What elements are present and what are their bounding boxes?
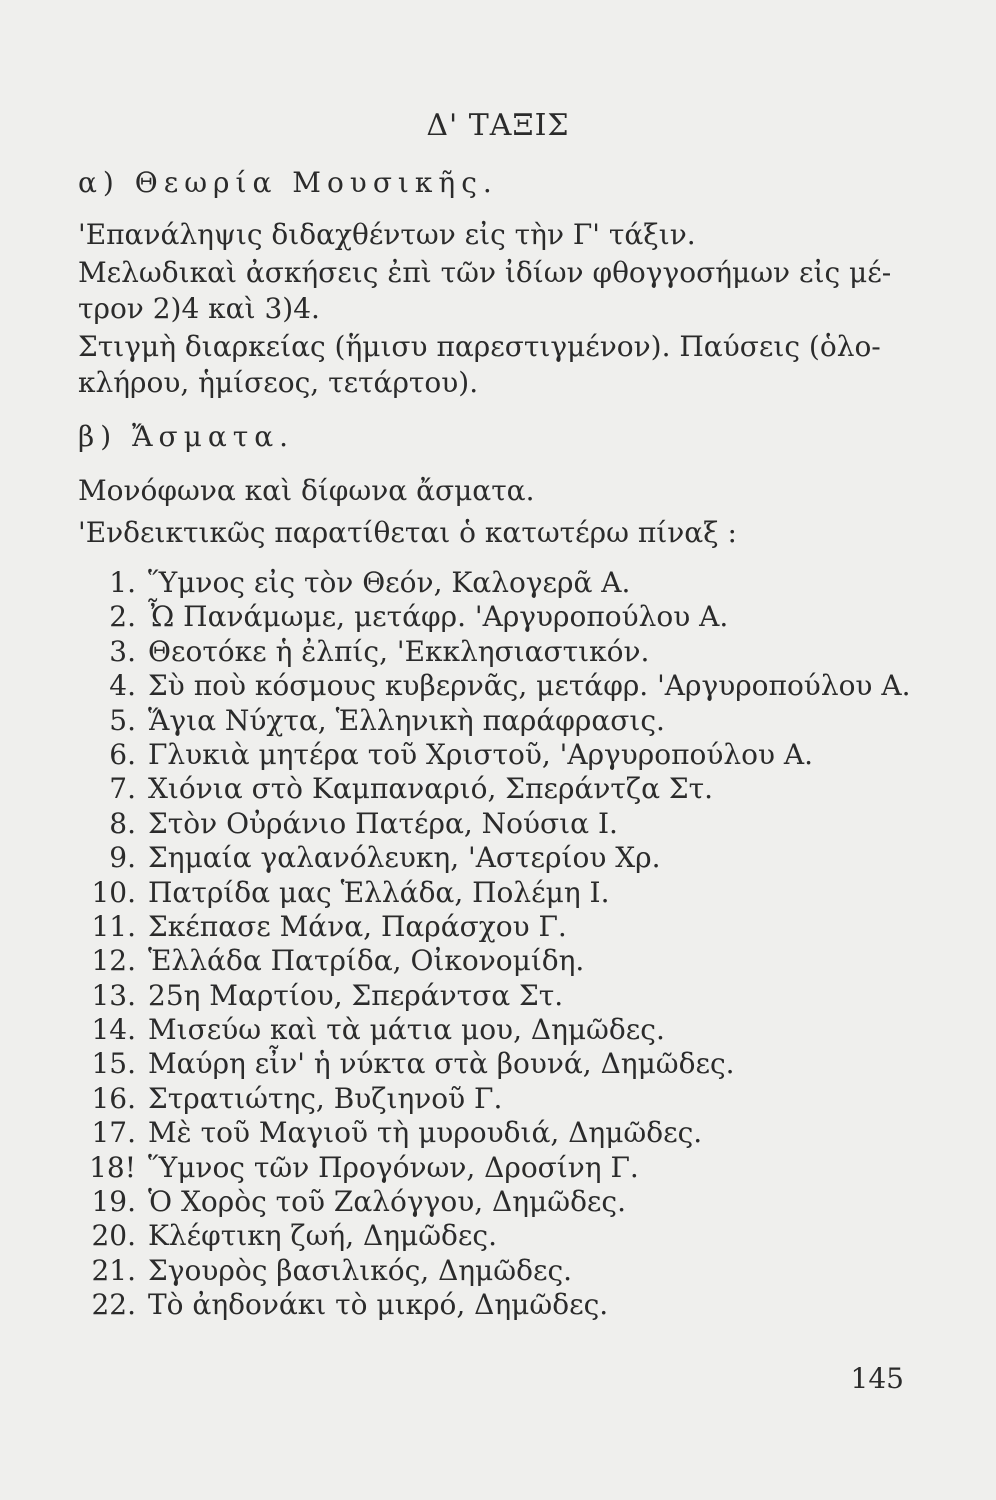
- list-item: [78, 1185, 938, 1219]
- list-item: [78, 600, 938, 634]
- list-item: [78, 1013, 938, 1047]
- list-item: [78, 738, 938, 772]
- list-text: Μισεύω καὶ τὰ μάτια μου, Δημῶδες.: [148, 1013, 665, 1047]
- list-item: [78, 876, 938, 910]
- text-line: 'Ενδεικτικῶς παρατίθεται ὁ κατωτέρω πίναξ :: [78, 516, 737, 549]
- list-text: Σὺ ποὺ κόσμους κυβερνᾶς, μετάφρ. 'Αργυροπούλου Α.: [148, 669, 911, 703]
- list-item: [78, 772, 938, 806]
- text-line: Μελωδικαὶ ἀσκήσεις ἐπὶ τῶν ἰδίων φθογγοσήμων εἰς μέ-: [78, 256, 892, 289]
- list-text: Στὸν Οὐράνιο Πατέρα, Νούσια Ι.: [148, 806, 618, 840]
- list-text: Πατρίδα μας Ἑλλάδα, Πολέμη Ι.: [148, 875, 610, 909]
- section-b-title: β) Ἄσματα.: [78, 420, 295, 453]
- list-text: Χιόνια στὸ Καμπαναριό, Σπεράντζα Στ.: [148, 772, 714, 806]
- list-text: 25η Μαρτίου, Σπεράντσα Στ.: [148, 978, 564, 1012]
- list-number: 12.: [91, 944, 136, 978]
- list-item: [78, 1047, 938, 1081]
- list-number: 4.: [109, 669, 136, 703]
- list-text: Σγουρὸς βασιλικός, Δημῶδες.: [148, 1253, 573, 1287]
- list-text: Ὕμνος τῶν Προγόνων, Δροσίνη Γ.: [148, 1150, 639, 1184]
- text-line: Μονόφωνα καὶ δίφωνα ἄσματα.: [78, 474, 535, 507]
- song-list: [78, 566, 938, 1323]
- list-item: [78, 1151, 938, 1185]
- list-text: Ἅγια Νύχτα, Ἑλληνικὴ παράφρασις.: [148, 703, 665, 737]
- list-number: 16.: [91, 1081, 136, 1115]
- list-number: 6.: [109, 737, 136, 771]
- list-item: [78, 1219, 938, 1253]
- list-number: 18!: [89, 1150, 136, 1184]
- list-text: Κλέφτικη ζωή, Δημῶδες.: [148, 1219, 497, 1253]
- page-number: 145: [850, 1362, 904, 1395]
- list-text: Σκέπασε Μάνα, Παράσχου Γ.: [148, 909, 567, 943]
- list-item: [78, 1116, 938, 1150]
- list-item: [78, 979, 938, 1013]
- list-number: 19.: [91, 1185, 136, 1219]
- list-item: [78, 944, 938, 978]
- list-number: 3.: [109, 634, 136, 668]
- list-item: [78, 566, 938, 600]
- list-text: Στρατιώτης, Βυζιηνοῦ Γ.: [148, 1081, 503, 1115]
- list-number: 14.: [91, 1013, 136, 1047]
- list-text: Σημαία γαλανόλευκη, 'Αστερίου Χρ.: [148, 841, 661, 875]
- text-line: 'Επανάληψις διδαχθέντων εἰς τὴν Γ' τάξιν.: [78, 218, 696, 251]
- list-item: [78, 1254, 938, 1288]
- list-number: 11.: [91, 909, 136, 943]
- list-number: 2.: [109, 600, 136, 634]
- list-item: [78, 1082, 938, 1116]
- page-heading: Δ' ΤΑΞΙΣ: [426, 108, 570, 143]
- list-text: Ὕμνος εἰς τὸν Θεόν, Καλογερᾶ Α.: [148, 566, 631, 599]
- list-number: 7.: [109, 772, 136, 806]
- list-number: 1.: [109, 566, 136, 599]
- list-number: 8.: [109, 806, 136, 840]
- list-item: [78, 635, 938, 669]
- list-item: [78, 704, 938, 738]
- list-text: Ὁ Χορὸς τοῦ Ζαλόγγου, Δημῶδες.: [148, 1185, 627, 1219]
- list-text: Ὦ Πανάμωμε, μετάφρ. 'Αργυροπούλου Α.: [148, 600, 729, 634]
- list-number: 22.: [91, 1288, 136, 1322]
- list-text: Μαύρη εἶν' ἡ νύκτα στὰ βουνά, Δημῶδες.: [148, 1047, 735, 1081]
- list-text: Τὸ ἀηδονάκι τὸ μικρό, Δημῶδες.: [148, 1288, 609, 1322]
- list-item: [78, 807, 938, 841]
- list-number: 21.: [91, 1253, 136, 1287]
- list-item: [78, 669, 938, 703]
- list-text: Ἑλλάδα Πατρίδα, Οἰκονομίδη.: [148, 944, 585, 978]
- text-line: κλήρου, ἡμίσεος, τετάρτου).: [78, 366, 479, 399]
- list-item: [78, 1288, 938, 1322]
- list-item: [78, 910, 938, 944]
- list-text: Θεοτόκε ἡ ἐλπίς, 'Εκκλησιαστικόν.: [148, 634, 650, 668]
- section-a-title: α) Θεωρία Μουσικῆς.: [78, 166, 498, 199]
- list-text: Μὲ τοῦ Μαγιοῦ τὴ μυρουδιά, Δημῶδες.: [148, 1116, 703, 1150]
- list-number: 10.: [91, 875, 136, 909]
- list-number: 17.: [91, 1116, 136, 1150]
- list-number: 5.: [109, 703, 136, 737]
- list-number: 13.: [91, 978, 136, 1012]
- list-item: [78, 841, 938, 875]
- list-number: 20.: [91, 1219, 136, 1253]
- list-text: Γλυκιὰ μητέρα τοῦ Χριστοῦ, 'Αργυροπούλου Α.: [148, 737, 814, 771]
- text-line: τρον 2)4 καὶ 3)4.: [78, 292, 320, 325]
- list-number: 9.: [109, 841, 136, 875]
- text-line: Στιγμὴ διαρκείας (ἥμισυ παρεστιγμένον). Παύσεις (ὁλο-: [78, 330, 881, 363]
- list-number: 15.: [91, 1047, 136, 1081]
